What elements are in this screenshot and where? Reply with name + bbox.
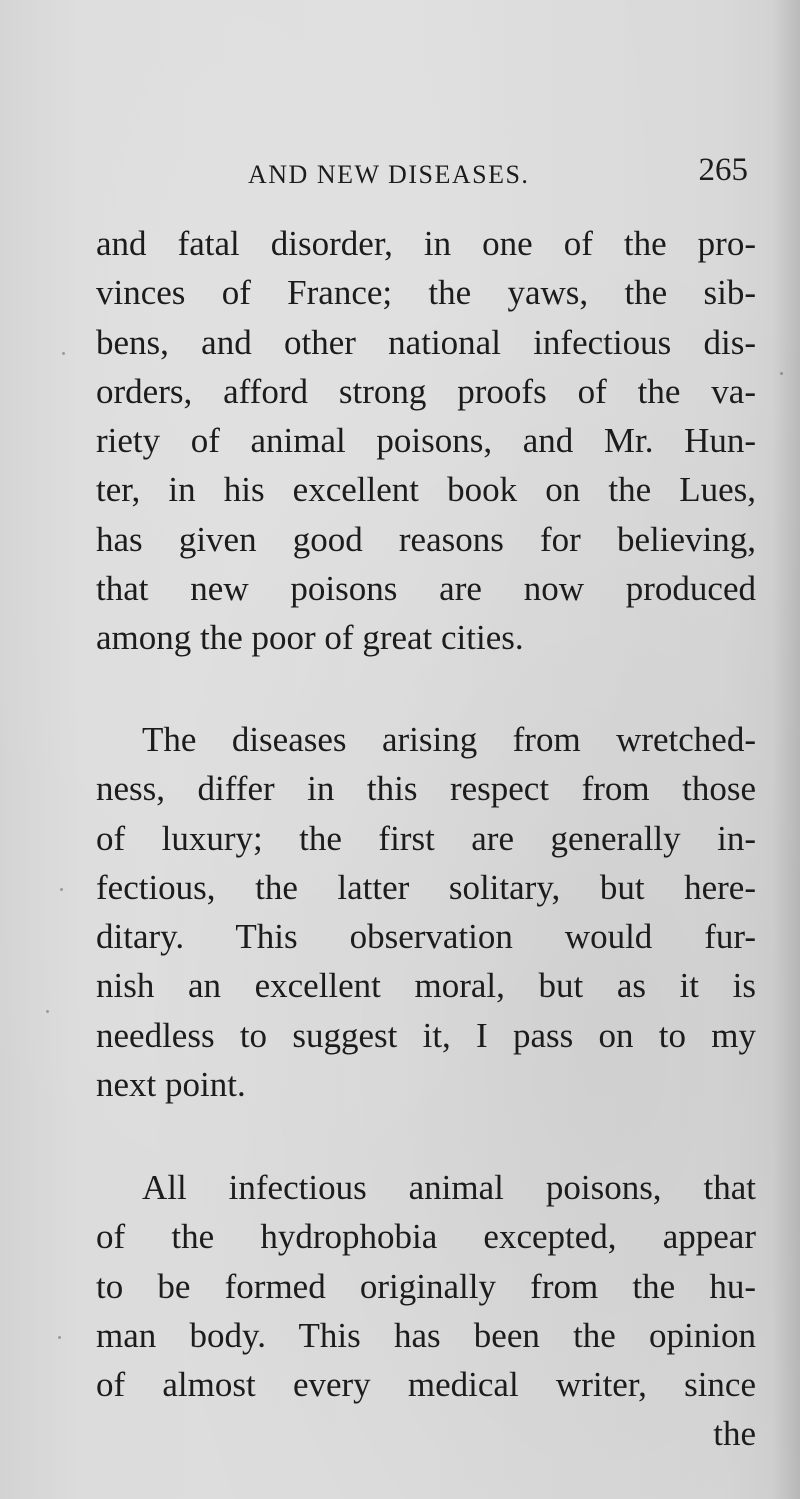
paragraph-3 (96, 1163, 756, 1459)
paper-speck (780, 372, 783, 375)
paper-speck (46, 1010, 49, 1013)
text-line: All infectious animal poisons, that (142, 1168, 756, 1207)
text-line: of almost every medical writer, since (96, 1365, 756, 1405)
paper-speck (60, 888, 63, 891)
text-line: fectious, the latter solitary, but here- (96, 867, 756, 907)
text-line: nish an excellent moral, but as it is (96, 966, 756, 1006)
text-line: of luxury; the first are generally in- (96, 818, 756, 858)
catchword: the (713, 1414, 756, 1454)
running-header (96, 152, 748, 196)
text-line: of the hydrophobia excepted, appear (96, 1217, 756, 1257)
paragraph-2 (96, 715, 756, 1109)
text-line: needless to suggest it, I pass on to my (96, 1015, 756, 1055)
text-line: riety of animal poisons, and Mr. Hun- (96, 421, 756, 461)
text-line: and fatal disorder, in one of the pro- (96, 224, 756, 263)
paper-speck (58, 1336, 61, 1339)
text-line: that new poisons are now produced (96, 569, 756, 609)
page-edge-shadow (772, 0, 800, 1499)
text-line: bens, and other national infectious dis- (96, 322, 756, 362)
text-line: has given good reasons for believing, (96, 519, 756, 559)
running-title: AND NEW DISEASES. (248, 160, 530, 189)
text-line: The diseases arising from wretched- (142, 720, 756, 759)
text-line: next point. (96, 1065, 246, 1105)
paper-speck (62, 352, 65, 355)
paragraph-1 (96, 219, 756, 663)
text-line: man body. This has been the opinion (96, 1315, 756, 1355)
text-line: among the poor of great cities. (96, 618, 524, 658)
text-line: to be formed originally from the hu- (96, 1266, 756, 1306)
text-line: orders, afford strong proofs of the va- (96, 371, 756, 411)
text-line: vinces of France; the yaws, the sib- (96, 273, 756, 313)
text-line: ness, differ in this respect from those (96, 769, 756, 809)
page-number: 265 (698, 152, 748, 188)
text-line: ditary. This observation would fur- (96, 917, 756, 957)
text-line: ter, in his excellent book on the Lues, (96, 470, 756, 510)
